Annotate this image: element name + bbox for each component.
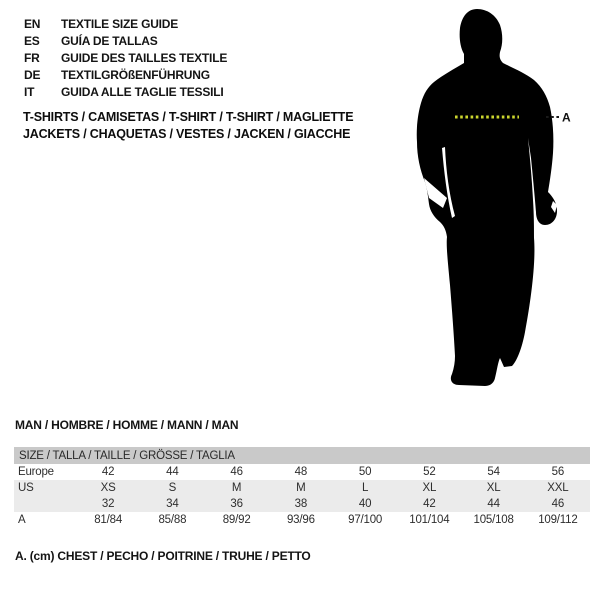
- language-code: EN: [24, 17, 41, 31]
- row-label: US: [14, 480, 76, 496]
- size-cell: S: [140, 480, 204, 496]
- size-cell: L: [333, 480, 397, 496]
- table-row-chest: [14, 512, 590, 528]
- guide-title: TEXTILE SIZE GUIDE: [61, 17, 179, 31]
- guide-title: GUIDA ALLE TAGLIE TESSILI: [61, 85, 224, 99]
- size-cell: 48: [294, 466, 308, 478]
- size-cell: 42: [101, 466, 115, 478]
- language-code: ES: [24, 34, 40, 48]
- size-cell: 109/112: [538, 514, 578, 526]
- table-header-row: [14, 447, 590, 464]
- category-jackets: JACKETS / CHAQUETAS / VESTES / JACKEN / GIACCHE: [23, 127, 351, 141]
- language-code: DE: [24, 68, 41, 82]
- table-row-alt: [14, 496, 590, 512]
- size-cell: 40: [333, 496, 397, 512]
- size-cell: 36: [205, 496, 269, 512]
- section-title-man: MAN / HOMBRE / HOMME / MANN / MAN: [15, 418, 239, 432]
- measure-footnote: A. (cm) CHEST / PECHO / POITRINE / TRUHE / PETTO: [15, 549, 311, 563]
- size-cell: 93/96: [286, 514, 315, 526]
- size-cell: 81/84: [94, 514, 123, 526]
- size-cell: 101/104: [409, 514, 450, 526]
- row-label: [14, 496, 76, 512]
- size-cell: XL: [397, 480, 461, 496]
- size-cell: M: [205, 480, 269, 496]
- size-cell: M: [269, 480, 333, 496]
- size-cell: 46: [526, 496, 590, 512]
- size-cell: 46: [230, 466, 243, 478]
- guide-title: GUÍA DE TALLAS: [61, 34, 158, 48]
- size-cell: 42: [397, 496, 461, 512]
- size-cell: XS: [76, 480, 140, 496]
- size-cell: 44: [166, 466, 179, 478]
- size-table: [14, 447, 590, 528]
- size-cell: 44: [462, 496, 526, 512]
- measure-label-a: A: [562, 110, 571, 125]
- category-tshirts: T-SHIRTS / CAMISETAS / T-SHIRT / T-SHIRT / MAGLIETTE: [23, 110, 354, 124]
- row-label: Europe: [18, 466, 54, 478]
- language-code: IT: [24, 85, 35, 99]
- table-header: SIZE / TALLA / TAILLE / GRÖSSE / TAGLIA: [14, 447, 590, 464]
- size-cell: 52: [423, 466, 436, 478]
- guide-title: GUIDE DES TAILLES TEXTILE: [61, 51, 228, 65]
- size-cell: 85/88: [158, 514, 187, 526]
- row-label: A: [18, 514, 26, 526]
- size-cell: 50: [358, 466, 372, 478]
- table-row-europe: [14, 464, 590, 480]
- language-code: FR: [24, 51, 40, 65]
- size-cell: 32: [76, 496, 140, 512]
- size-cell: XL: [462, 480, 526, 496]
- size-cell: 38: [269, 496, 333, 512]
- size-cell: 34: [140, 496, 204, 512]
- size-cell: 56: [551, 466, 565, 478]
- table-row-us: [14, 480, 590, 496]
- size-cell: 89/92: [222, 514, 251, 526]
- guide-title: TEXTILGRÖßENFÜHRUNG: [61, 68, 210, 82]
- size-cell: 54: [487, 466, 500, 478]
- size-cell: 105/108: [473, 514, 514, 526]
- size-cell: XXL: [526, 480, 590, 496]
- size-cell: 97/100: [348, 514, 383, 526]
